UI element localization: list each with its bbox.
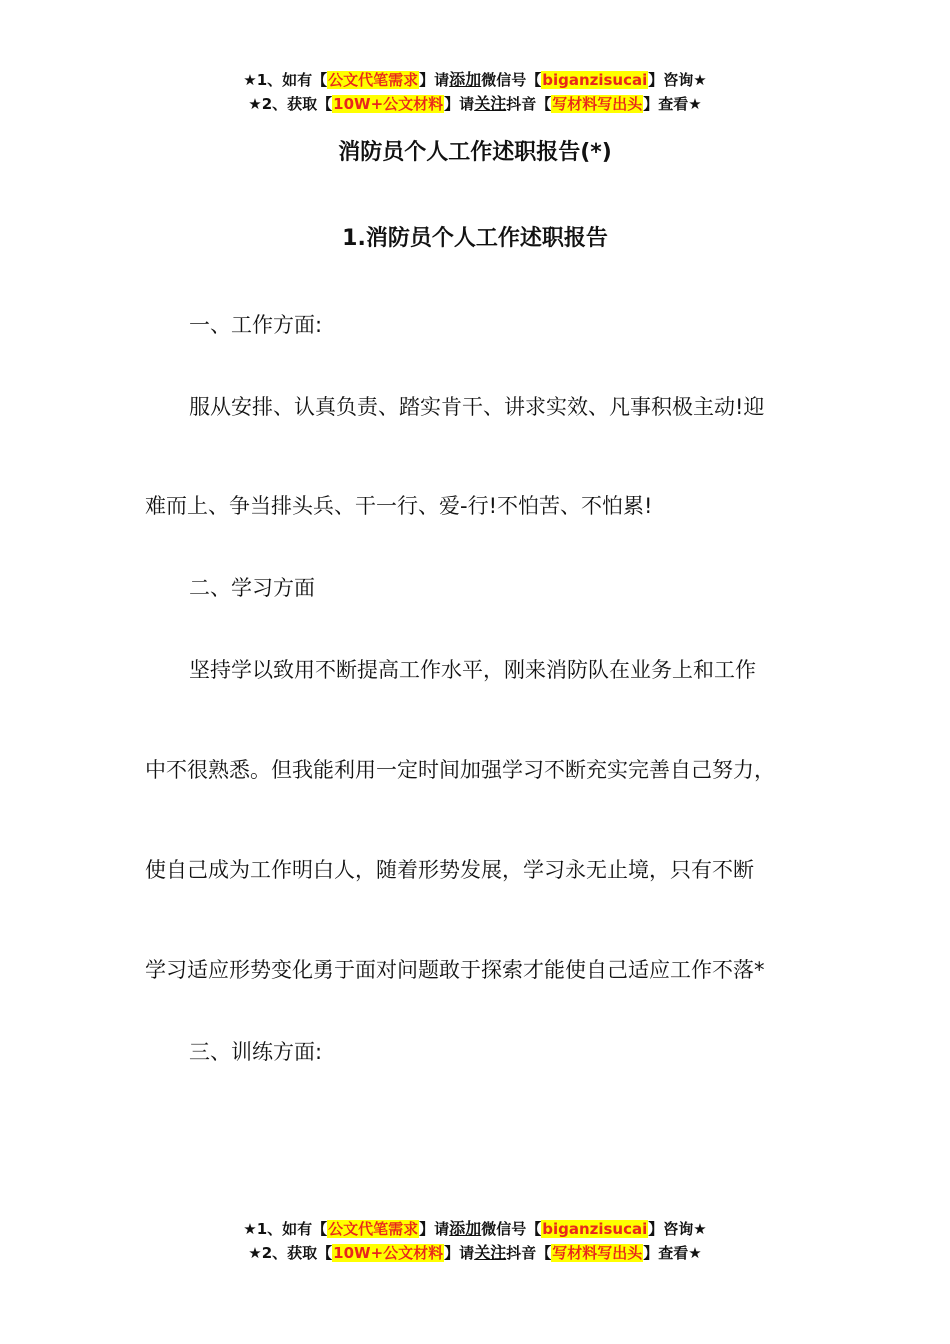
banner-text: 】请 — [444, 95, 475, 113]
banner-text: 1、如有【 — [256, 1220, 328, 1238]
highlight-materials: 10W+公文材料 — [333, 1244, 444, 1262]
highlight-douyin-account: 写材料写出头 — [552, 95, 643, 113]
highlight-service: 公文代笔需求 — [328, 71, 419, 89]
star-icon: ★ — [688, 95, 702, 113]
star-icon: ★ — [248, 95, 262, 113]
heading-work: 一、工作方面: — [189, 313, 323, 337]
banner-line-1 — [0, 68, 950, 92]
body-line: 中不很熟悉。但我能利用一定时间加强学习不断充实完善自己努力， — [145, 758, 775, 782]
banner-text: 抖音【 — [506, 95, 552, 113]
banner-text: 】请 — [419, 71, 450, 89]
highlight-materials: 10W+公文材料 — [333, 95, 444, 113]
banner-text: 抖音【 — [506, 1244, 552, 1262]
banner-text: 微信号【 — [481, 71, 542, 89]
body-line: 学习适应形势变化勇于面对问题敢于探索才能使自己适应工作不落* — [145, 958, 765, 982]
banner-text: 2、获取【 — [261, 1244, 333, 1262]
banner-text: 】咨询 — [648, 1220, 694, 1238]
banner-text: 】查看 — [643, 95, 689, 113]
highlight-wechat-id: biganzisucai — [542, 1220, 648, 1238]
banner-text: 】查看 — [643, 1244, 689, 1262]
underlined-text: 添加 — [449, 70, 482, 89]
banner-text: 】请 — [444, 1244, 475, 1262]
banner-line-1 — [0, 1217, 950, 1241]
star-icon: ★ — [243, 1220, 257, 1238]
highlight-service: 公文代笔需求 — [328, 1220, 419, 1238]
heading-training: 三、训练方面: — [189, 1040, 323, 1064]
underlined-text: 添加 — [449, 1219, 482, 1238]
underlined-text: 关注 — [474, 94, 507, 113]
banner-line-2 — [0, 1241, 950, 1265]
body-line: 服从安排、认真负责、踏实肯干、讲求实效、凡事积极主动!迎 — [189, 395, 765, 419]
banner-text: 1、如有【 — [256, 71, 328, 89]
banner-text: 微信号【 — [481, 1220, 542, 1238]
section-title: 1.消防员个人工作述职报告 — [342, 226, 608, 251]
highlight-wechat-id: biganzisucai — [542, 71, 648, 89]
star-icon: ★ — [688, 1244, 702, 1262]
banner-line-2 — [0, 92, 950, 116]
banner-text: 】请 — [419, 1220, 450, 1238]
banner-text: 2、获取【 — [261, 95, 333, 113]
body-line: 使自己成为工作明白人，随着形势发展，学习永无止境，只有不断 — [145, 858, 754, 882]
star-icon: ★ — [693, 71, 707, 89]
top-banner — [0, 68, 950, 116]
star-icon: ★ — [693, 1220, 707, 1238]
star-icon: ★ — [248, 1244, 262, 1262]
body-line: 坚持学以致用不断提高工作水平，刚来消防队在业务上和工作 — [189, 658, 756, 682]
body-line: 难而上、争当排头兵、干一行、爱-行!不怕苦、不怕累! — [145, 494, 653, 518]
page-title: 消防员个人工作述职报告(*) — [338, 140, 612, 165]
underlined-text: 关注 — [474, 1243, 507, 1262]
highlight-douyin-account: 写材料写出头 — [552, 1244, 643, 1262]
banner-text: 】咨询 — [648, 71, 694, 89]
bottom-banner — [0, 1217, 950, 1265]
heading-study: 二、学习方面 — [189, 576, 315, 600]
star-icon: ★ — [243, 71, 257, 89]
